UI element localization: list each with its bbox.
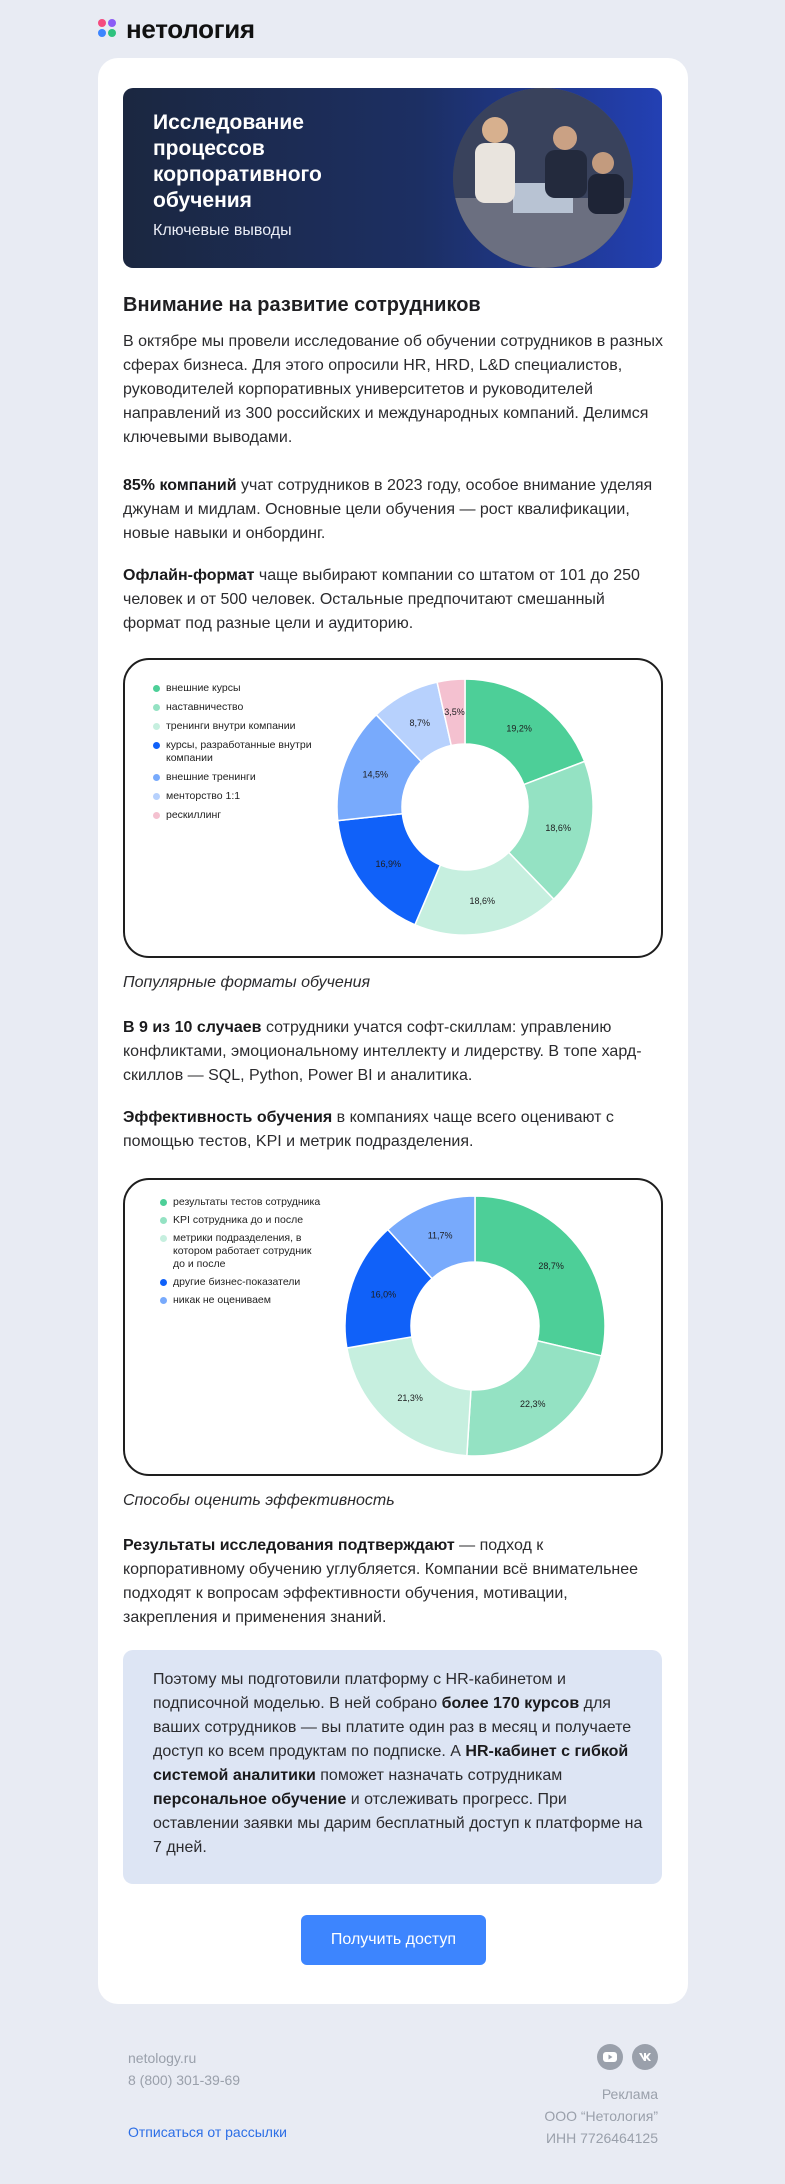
legend-swatch	[160, 1199, 167, 1206]
legend-swatch	[153, 812, 160, 819]
paragraph-85-text: учат сотрудников в 2023 году, особое внимание уделяя джунам и мидлам. Основные цели обучения — рост квалификации, новые навыки и онбординг.	[123, 477, 653, 542]
paragraph-efficiency	[123, 1106, 623, 1154]
promo-text-3: поможет назначать сотрудникам	[315, 1767, 563, 1784]
email-card	[98, 58, 688, 2004]
legend-swatch	[153, 723, 160, 730]
legend-label: тренинги внутри компании	[166, 720, 296, 732]
paragraph-offline-text: чаще выбирают компании со штатом от 101 до 250 человек и от 500 человек. Остальные предпочитают смешанный формат под разные цели и аудиторию.	[123, 567, 640, 632]
legend-label: внешние тренинги	[166, 771, 256, 783]
legend-label: курсы, разработанные внутри компании	[166, 739, 312, 764]
legend-swatch	[160, 1297, 167, 1304]
legend-label: никак не оцениваем	[173, 1294, 271, 1306]
data-label: 28,7%	[538, 1260, 564, 1271]
team-photo-icon	[453, 88, 633, 268]
intro-paragraph: В октябре мы провели исследование об обучении сотрудников в разных сферах бизнеса. Для этого опросили HR, HRD, L&D специалистов, руководителей корпоративных университетов и руководителей направлений из 300 российских и международных компаний. Делимся ключевыми выводами.	[123, 333, 664, 446]
footer-contacts	[128, 2047, 240, 2091]
legend-swatch	[153, 704, 160, 711]
data-label: 8,7%	[409, 717, 431, 728]
paragraph-results	[123, 1534, 663, 1630]
legend-item	[153, 809, 313, 822]
chart-formats-donut	[315, 660, 615, 954]
promo-bold-personal: персональное обучение	[153, 1791, 347, 1808]
paragraph-results-bold: Результаты исследования подтверждают	[123, 1537, 455, 1554]
paragraph-soft-skills-bold: В 9 из 10 случаев	[123, 1019, 262, 1036]
chart-formats-caption: Популярные форматы обучения	[123, 974, 371, 991]
legend-label: наставничество	[166, 701, 244, 713]
legend-item	[160, 1294, 325, 1307]
unsubscribe-link[interactable]: Отписаться от рассылки	[128, 2124, 287, 2140]
paragraph-efficiency-bold: Эффективность обучения	[123, 1109, 333, 1126]
promo-text-2: для ваших сотрудников — вы платите один раз в месяц и получаете доступ ко всем продуктам по подписке. А	[153, 1695, 632, 1760]
chart-formats-legend	[153, 682, 313, 828]
paragraph-offline-bold: Офлайн-формат	[123, 567, 255, 584]
hero-subtitle: Ключевые выводы	[153, 222, 292, 239]
chart-formats	[123, 658, 663, 958]
legend-swatch	[153, 742, 160, 749]
legend-item	[160, 1214, 325, 1227]
legend-item	[153, 771, 313, 784]
legend-label: метрики подразделения, в котором работает сотрудник до и после	[173, 1232, 312, 1270]
paragraph-soft-skills-text: сотрудники учатся софт-скиллам: управлению конфликтами, эмоциональному интеллекту и лидерству. В топе хард-скиллов — SQL, Python, Power BI и аналитика.	[123, 1019, 642, 1084]
data-label: 19,2%	[506, 723, 532, 734]
legend-label: результаты тестов сотрудника	[173, 1196, 321, 1208]
legend-swatch	[153, 685, 160, 692]
vk-icon[interactable]	[632, 2044, 658, 2070]
legend-swatch	[160, 1279, 167, 1286]
footer-legal	[544, 2083, 658, 2149]
logo[interactable]	[98, 14, 255, 44]
legend-label: другие бизнес-показатели	[173, 1276, 301, 1288]
promo-bold-hr: HR-кабинет с гибкой системой аналитики	[153, 1743, 629, 1784]
legend-swatch	[160, 1235, 167, 1242]
legend-item	[153, 790, 313, 803]
legend-label: рескиллинг	[166, 809, 222, 821]
data-label: 21,3%	[397, 1393, 423, 1404]
chart-efficiency-donut	[325, 1180, 625, 1472]
legend-item	[160, 1232, 325, 1271]
promo-text-4: и отслеживать прогресс. При оставлении заявки мы дарим бесплатный доступ к платформе на 7 дней.	[153, 1791, 643, 1856]
section-heading: Внимание на развитие сотрудников	[123, 294, 481, 316]
chart-efficiency	[123, 1178, 663, 1476]
legend-swatch	[153, 793, 160, 800]
data-label: 16,9%	[375, 858, 402, 869]
footer-inn: ИНН 7726464125	[545, 2130, 658, 2146]
paragraph-85-bold: 85% компаний	[123, 477, 237, 494]
legend-swatch	[153, 774, 160, 781]
legend-item	[153, 701, 313, 714]
legend-item	[153, 720, 313, 733]
promo-text	[153, 1668, 643, 1860]
donut-slice	[475, 1196, 605, 1356]
footer-company: ООО “Нетология”	[544, 2108, 658, 2124]
legend-item	[153, 682, 313, 695]
data-label: 18,6%	[469, 895, 496, 906]
legend-label: внешние курсы	[166, 682, 241, 694]
legend-label: менторство 1:1	[166, 790, 241, 802]
brand-name: нетология	[126, 13, 255, 44]
chart-efficiency-caption: Способы оценить эффективность	[123, 1492, 395, 1509]
paragraph-efficiency-text: в компаниях чаще всего оценивают с помощью тестов, KPI и метрик подразделения.	[123, 1109, 614, 1150]
footer-site-link[interactable]: netology.ru	[128, 2050, 197, 2066]
chart-efficiency-legend	[160, 1196, 325, 1312]
data-label: 16,0%	[370, 1289, 397, 1300]
data-label: 18,6%	[545, 822, 571, 833]
paragraph-85	[123, 474, 663, 546]
paragraph-soft-skills	[123, 1016, 663, 1088]
data-label: 22,3%	[519, 1398, 546, 1409]
data-label: 3,5%	[444, 707, 465, 718]
get-access-button[interactable]: Получить доступ	[301, 1915, 486, 1965]
legend-item	[153, 739, 313, 765]
data-label: 14,5%	[362, 769, 389, 780]
promo-block	[123, 1650, 662, 1884]
paragraph-offline	[123, 564, 663, 636]
promo-text-1: Поэтому мы подготовили платформу с HR-кабинетом и подписочной моделью. В ней собрано	[153, 1671, 566, 1712]
data-label: 11,7%	[427, 1230, 453, 1241]
youtube-icon[interactable]	[597, 2044, 623, 2070]
legend-item	[160, 1276, 325, 1289]
legend-label: KPI сотрудника до и после	[173, 1214, 304, 1226]
promo-bold-courses: более 170 курсов	[441, 1695, 580, 1712]
logo-mark-icon	[98, 19, 118, 39]
footer-ad-label: Реклама	[601, 2086, 658, 2102]
footer-phone[interactable]: 8 (800) 301-39-69	[128, 2072, 241, 2088]
hero-banner	[123, 88, 662, 268]
hero-title: Исследование процессов корпоративного обучения	[153, 111, 322, 212]
paragraph-results-text: — подход к корпоративному обучению углубляется. Компании всё внимательнее подходят к вопросам эффективности обучения, мотивации, закрепления и применения знаний.	[123, 1537, 639, 1626]
legend-item	[160, 1196, 325, 1209]
legend-swatch	[160, 1217, 167, 1224]
